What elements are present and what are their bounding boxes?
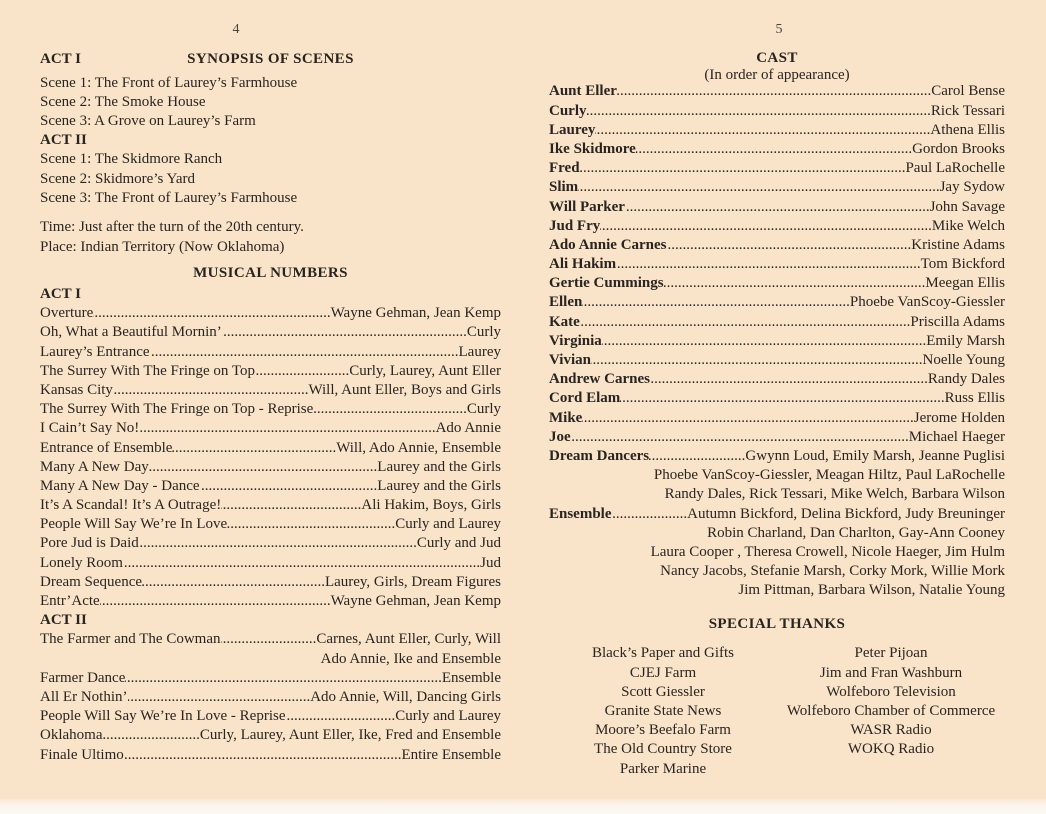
cast-row <box>549 121 1005 140</box>
dot-leader <box>582 293 850 312</box>
song-performers: Curly and Jud <box>416 535 501 552</box>
synopsis-act1-label: ACT I <box>40 51 81 68</box>
dot-leader <box>612 505 688 524</box>
thanks-item: The Old Country Store <box>594 741 732 758</box>
song-title: Pore Jud is Daid <box>40 535 139 552</box>
song-performers: Curly, Laurey, Aunt Eller <box>349 362 501 379</box>
song-performers: Laurey <box>458 343 501 360</box>
cast-role: Jud Fry <box>549 217 601 234</box>
dot-leader <box>591 351 923 370</box>
cast-actor: Paul LaRochelle <box>905 160 1005 177</box>
song-row <box>40 592 501 611</box>
dot-leader <box>128 688 311 707</box>
song-performers: Curly <box>466 401 501 418</box>
song-performers: Laurey and the Girls <box>377 477 501 494</box>
dot-leader <box>102 726 199 745</box>
cast-row <box>549 389 1005 408</box>
song-title: Laurey’s Entrance <box>40 343 150 360</box>
dot-leader <box>650 370 928 389</box>
song-title: Oh, What a Beautiful Mornin’ <box>40 324 222 341</box>
cast-row-dream-dancers <box>549 447 1005 466</box>
scene-line: Scene 1: The Skidmore Ranch <box>40 151 223 168</box>
cast-role: Ado Annie Carnes <box>549 236 667 253</box>
song-row <box>40 669 501 688</box>
dot-leader <box>578 178 939 197</box>
cast-role: Fred <box>549 160 580 177</box>
song-title: Many A New Day - Dance <box>40 477 200 494</box>
cast-role: Will Parker <box>549 198 625 215</box>
cast-actor: John Savage <box>929 198 1005 215</box>
special-thanks-list <box>549 644 1005 778</box>
song-title: Kansas City <box>40 381 113 398</box>
song-performers: Ensemble <box>441 669 501 686</box>
song-performers: Wayne Gehman, Jean Kemp <box>330 593 501 609</box>
cast-actor: Randy Dales <box>927 371 1005 388</box>
dot-leader <box>313 400 467 419</box>
dot-leader <box>616 255 921 274</box>
cast-role: Joe <box>549 428 571 445</box>
cast-actor: Gordon Brooks <box>912 140 1005 157</box>
song-performers-continuation: Ado Annie, Ike and Ensemble <box>320 650 501 667</box>
dot-leader <box>667 236 912 255</box>
song-title: Entr’Acte <box>40 593 100 609</box>
synopsis-act2-label: ACT II <box>40 132 87 149</box>
thanks-item: Moore’s Beefalo Farm <box>595 722 731 739</box>
cast-actor: Rick Tessari <box>930 102 1005 119</box>
cast-role: Slim <box>549 179 579 196</box>
thanks-item: Scott Giessler <box>621 683 705 700</box>
dot-leader <box>571 428 909 447</box>
cast-subtitle: (In order of appearance) <box>704 66 850 83</box>
song-title: Entrance of Ensemble <box>40 439 173 456</box>
cast-actor: Autumn Bickford, Delina Bickford, Judy Breuninger <box>687 505 1005 522</box>
dot-leader <box>580 313 911 332</box>
song-row <box>40 515 501 534</box>
scene-line: Scene 2: The Smoke House <box>40 93 206 110</box>
song-performers: Laurey and the Girls <box>377 458 501 475</box>
song-row <box>40 343 501 362</box>
song-row <box>40 573 501 592</box>
cast-row <box>549 428 1005 447</box>
cast-row <box>549 370 1005 389</box>
song-row <box>40 746 501 765</box>
cast-actor: Noelle Young <box>922 352 1005 369</box>
dot-leader <box>664 274 926 293</box>
synopsis-header <box>40 50 501 69</box>
thanks-item: Peter Pijoan <box>854 645 928 662</box>
song-performers: Entire Ensemble <box>401 746 501 763</box>
song-title: The Surrey With The Fringe on Top <box>40 362 255 379</box>
dot-leader <box>587 102 931 121</box>
dot-leader <box>221 630 317 649</box>
dot-leader <box>227 515 395 534</box>
song-row <box>40 496 501 515</box>
cast-continuation: Phoebe VanScoy-Giessler, Meagan Hiltz, Paul LaRochelle <box>653 467 1005 484</box>
dot-leader <box>286 707 396 726</box>
song-performers: Curly, Laurey, Aunt Eller, Ike, Fred and Ensemble <box>199 727 501 744</box>
song-title: Dream Sequence <box>40 573 143 590</box>
cast-role: Kate <box>549 313 580 330</box>
song-title: Oklahoma <box>40 727 103 744</box>
cast-row <box>549 274 1005 293</box>
dot-leader <box>125 669 441 688</box>
song-row <box>40 419 501 438</box>
synopsis-scenes <box>40 74 501 208</box>
dot-leader <box>602 332 926 351</box>
song-title: Finale Ultimo <box>40 746 124 763</box>
thanks-item: Granite State News <box>604 702 722 719</box>
special-thanks-left-column <box>549 644 777 778</box>
thanks-item: CJEJ Farm <box>629 664 697 681</box>
song-row <box>40 323 501 342</box>
cast-row <box>549 255 1005 274</box>
cast-continuation: Jim Pittman, Barbara Wilson, Natalie Young <box>738 582 1005 599</box>
cast-role: Ellen <box>549 294 583 311</box>
cast-row <box>549 82 1005 101</box>
song-performers: Will, Aunt Eller, Boys and Girls <box>308 381 501 398</box>
special-thanks-right-column <box>777 644 1005 778</box>
cast-actor: Athena Ellis <box>930 121 1005 138</box>
cast-row <box>549 293 1005 312</box>
song-title: The Farmer and The Cowman <box>40 631 221 648</box>
right-page <box>549 0 1005 814</box>
song-row <box>40 362 501 381</box>
dot-leader <box>636 140 912 159</box>
scene-line: Scene 1: The Front of Laurey’s Farmhouse <box>40 74 298 91</box>
song-row <box>40 688 501 707</box>
cast-actor: Carol Bense <box>931 83 1005 100</box>
dot-leader <box>222 323 467 342</box>
page-number-right: 5 <box>775 22 783 37</box>
cast-row <box>549 217 1005 236</box>
cast-row-ensemble <box>549 505 1005 524</box>
dot-leader <box>149 458 378 477</box>
dot-leader <box>93 304 330 323</box>
cast-row <box>549 332 1005 351</box>
cast-row <box>549 313 1005 332</box>
song-performers: Curly <box>466 324 501 341</box>
setting-place: Place: Indian Territory (Now Oklahoma) <box>40 238 285 255</box>
song-performers: Wayne Gehman, Jean Kemp <box>330 305 501 322</box>
dot-leader <box>221 496 361 515</box>
cast-actor: Russ Ellis <box>944 390 1005 407</box>
dot-leader <box>142 573 325 592</box>
song-title: Lonely Room <box>40 554 123 571</box>
song-performers: Curly and Laurey <box>395 516 501 533</box>
dot-leader <box>200 477 378 496</box>
song-performers: Will, Ado Annie, Ensemble <box>336 439 501 456</box>
song-title: People Will Say We’re In Love <box>40 516 228 533</box>
song-title: People Will Say We’re In Love - Reprise <box>40 708 286 725</box>
cast-role: Virginia <box>549 332 602 349</box>
song-performers: Jud <box>480 554 501 571</box>
dot-leader <box>617 82 931 101</box>
musical-act2-label: ACT II <box>40 612 87 629</box>
song-row <box>40 304 501 323</box>
thanks-item: WOKQ Radio <box>847 741 935 758</box>
musical-numbers-title: MUSICAL NUMBERS <box>193 265 348 282</box>
cast-title: CAST <box>756 49 798 66</box>
cast-continuation: Robin Charland, Dan Charlton, Gay-Ann Cooney <box>707 524 1005 541</box>
song-row <box>40 534 501 553</box>
song-row <box>40 477 501 496</box>
setting-time: Time: Just after the turn of the 20th century. <box>40 219 304 236</box>
cast-role: Vivian <box>549 352 591 369</box>
cast-row <box>549 236 1005 255</box>
song-title: Many A New Day <box>40 458 149 475</box>
cast-list <box>549 82 1005 600</box>
dot-leader <box>123 554 480 573</box>
song-title: All Er Nothin’ <box>40 688 128 705</box>
scan-bottom-edge <box>0 798 1046 814</box>
scene-line: Scene 3: A Grove on Laurey’s Farm <box>40 113 256 130</box>
song-performers: Carnes, Aunt Eller, Curly, Will <box>316 631 501 648</box>
dot-leader <box>600 217 932 236</box>
cast-role: Dream Dancers <box>549 447 650 464</box>
song-performers: Ado Annie <box>435 420 501 437</box>
dot-leader <box>255 362 349 381</box>
synopsis-title: SYNOPSIS OF SCENES <box>187 51 354 68</box>
musical-act1-label: ACT I <box>40 286 81 302</box>
cast-row <box>549 102 1005 121</box>
cast-role: Ike Skidmore <box>549 140 636 157</box>
cast-role: Ensemble <box>549 505 612 522</box>
special-thanks-title: SPECIAL THANKS <box>708 616 846 633</box>
dot-leader <box>113 381 309 400</box>
song-performers: Curly and Laurey <box>395 708 501 725</box>
song-title: It’s A Scandal! It’s A Outrage! <box>40 497 222 514</box>
song-performers: Laurey, Girls, Dream Figures <box>324 573 501 590</box>
cast-row <box>549 198 1005 217</box>
dot-leader <box>150 343 459 362</box>
cast-role: Mike <box>549 409 583 426</box>
cast-role: Aunt Eller <box>549 83 617 100</box>
left-page <box>40 0 501 814</box>
cast-actor: Phoebe VanScoy-Giessler <box>849 294 1005 311</box>
cast-actor: Emily Marsh <box>926 332 1005 349</box>
page-number-left: 4 <box>232 22 240 37</box>
dot-leader <box>100 592 331 611</box>
song-row <box>40 458 501 477</box>
thanks-item: Wolfeboro Chamber of Commerce <box>786 702 996 719</box>
song-row <box>40 726 501 745</box>
dot-leader <box>139 419 435 438</box>
cast-continuation: Randy Dales, Rick Tessari, Mike Welch, Barbara Wilson <box>664 486 1005 503</box>
thanks-item: Wolfeboro Television <box>826 683 956 700</box>
thanks-item: WASR Radio <box>850 722 932 739</box>
song-performers: Ali Hakim, Boys, Girls <box>361 497 501 514</box>
dot-leader <box>625 198 930 217</box>
cast-row <box>549 351 1005 370</box>
cast-actor: Meegan Ellis <box>925 275 1005 292</box>
song-row <box>40 381 501 400</box>
cast-actor: Gwynn Loud, Emily Marsh, Jeanne Puglisi <box>745 447 1005 464</box>
song-row <box>40 400 501 419</box>
setting-block <box>40 218 501 256</box>
cast-actor: Kristine Adams <box>911 236 1005 253</box>
cast-actor: Priscilla Adams <box>910 313 1005 330</box>
cast-actor: Jay Sydow <box>939 179 1005 196</box>
cast-role: Cord Elam <box>549 390 621 407</box>
song-title: Farmer Dance <box>40 669 126 686</box>
cast-role: Ali Hakim <box>549 256 617 273</box>
cast-actor: Mike Welch <box>931 217 1005 234</box>
cast-row <box>549 178 1005 197</box>
cast-row <box>549 159 1005 178</box>
song-row <box>40 554 501 573</box>
song-title: Overture <box>40 305 94 322</box>
cast-role: Andrew Carnes <box>549 371 650 388</box>
thanks-item: Jim and Fran Washburn <box>819 664 963 681</box>
cast-role: Gertie Cummings <box>549 275 664 292</box>
dot-leader <box>595 121 930 140</box>
cast-row <box>549 409 1005 428</box>
song-row <box>40 439 501 458</box>
scene-line: Scene 3: The Front of Laurey’s Farmhouse <box>40 189 298 206</box>
thanks-item: Parker Marine <box>619 760 707 777</box>
dot-leader <box>620 389 944 408</box>
cast-actor: Tom Bickford <box>920 256 1005 273</box>
song-row <box>40 707 501 726</box>
dot-leader <box>580 159 906 178</box>
dot-leader <box>582 409 913 428</box>
song-performers: Ado Annie, Will, Dancing Girls <box>310 688 501 705</box>
cast-role: Curly <box>549 102 587 119</box>
song-title: I Cain’t Say No! <box>40 420 140 437</box>
cast-actor: Michael Haeger <box>908 428 1005 445</box>
song-title: The Surrey With The Fringe on Top - Reprise <box>40 401 314 418</box>
cast-continuation: Laura Cooper , Theresa Crowell, Nicole Haeger, Jim Hulm <box>650 543 1005 560</box>
song-row <box>40 630 501 649</box>
thanks-item: Black’s Paper and Gifts <box>591 645 735 662</box>
cast-actor: Jerome Holden <box>913 409 1005 426</box>
cast-row <box>549 140 1005 159</box>
cast-role: Laurey <box>549 121 596 138</box>
musical-numbers-list <box>40 285 501 765</box>
cast-continuation: Nancy Jacobs, Stefanie Marsh, Corky Mork, Willie Mork <box>660 563 1005 580</box>
dot-leader <box>139 534 417 553</box>
dot-leader <box>172 439 336 458</box>
dot-leader <box>124 746 402 765</box>
scene-line: Scene 2: Skidmore’s Yard <box>40 170 195 187</box>
dot-leader <box>649 447 745 466</box>
